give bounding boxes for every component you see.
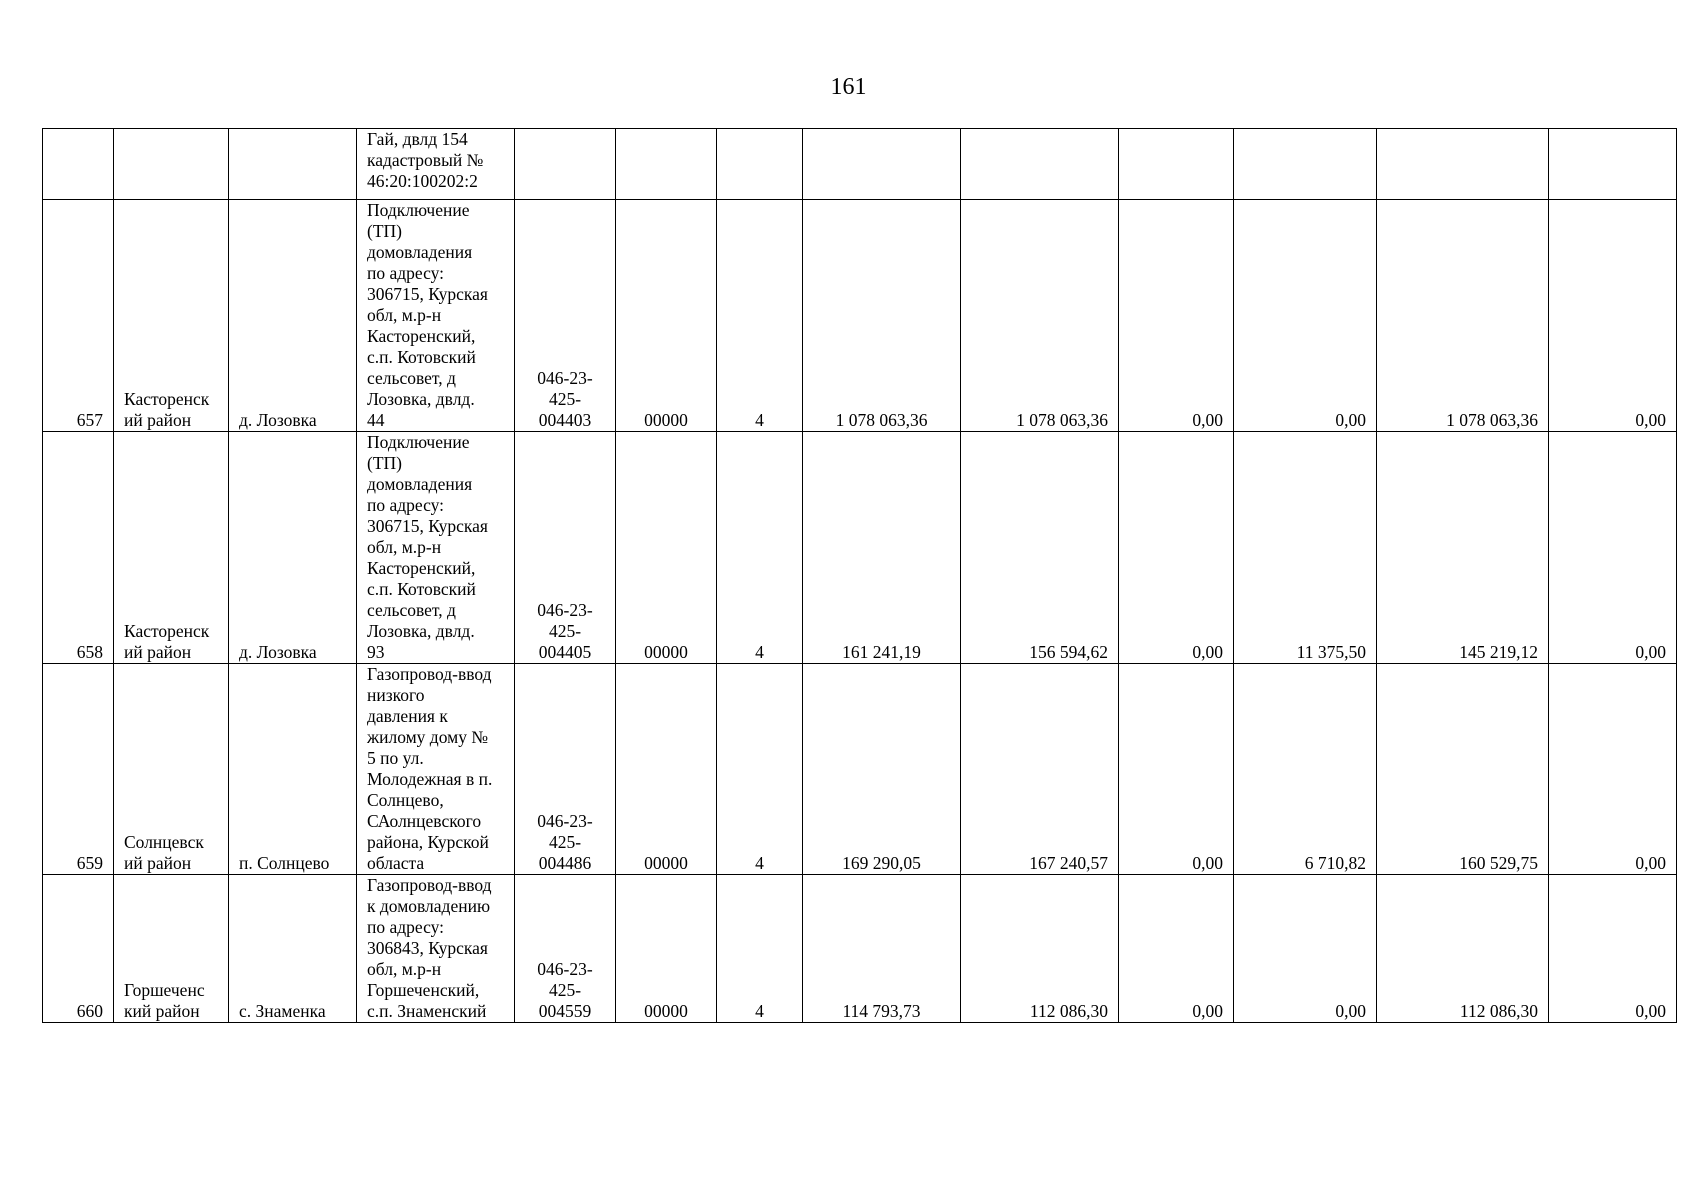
cell-type: 00000: [616, 432, 717, 664]
cell-settlement: с. Знаменка: [229, 875, 357, 1023]
cell-amount-4: 0,00: [1234, 875, 1377, 1023]
table-row: [43, 200, 1677, 432]
cell-amount-total: 114 793,73: [803, 875, 961, 1023]
page-number: 161: [830, 74, 867, 100]
cell-settlement: д. Лозовка: [229, 200, 357, 432]
cell-amount-2: [961, 129, 1119, 200]
district-text: Солнцевск ий район: [124, 832, 204, 873]
code-text: 046-23- 425- 004405: [537, 600, 593, 662]
district-text: Горшеченс кий район: [124, 980, 205, 1021]
cell-category: [717, 129, 803, 200]
registry-table: [42, 128, 1677, 1023]
cell-amount-3: 0,00: [1119, 664, 1234, 875]
cell-type: 00000: [616, 875, 717, 1023]
cell-district: [114, 129, 229, 200]
cell-amount-3: 0,00: [1119, 200, 1234, 432]
description-text: Гай, двлд 154 кадастровый № 46:20:100202:2: [367, 129, 484, 191]
cell-description: [357, 875, 515, 1023]
cell-description: [357, 200, 515, 432]
cell-num: 658: [43, 432, 114, 664]
cell-amount-2: 167 240,57: [961, 664, 1119, 875]
code-text: 046-23- 425- 004486: [537, 811, 593, 873]
cell-description: [357, 129, 515, 200]
cell-amount-2: 112 086,30: [961, 875, 1119, 1023]
cell-code: [515, 432, 616, 664]
cell-amount-4: 0,00: [1234, 200, 1377, 432]
cell-category: 4: [717, 875, 803, 1023]
cell-amount-6: 0,00: [1549, 664, 1677, 875]
cell-amount-6: 0,00: [1549, 875, 1677, 1023]
cell-num: [43, 129, 114, 200]
cell-amount-6: 0,00: [1549, 432, 1677, 664]
cell-category: 4: [717, 432, 803, 664]
cell-amount-6: [1549, 129, 1677, 200]
cell-code: [515, 200, 616, 432]
cell-amount-3: 0,00: [1119, 432, 1234, 664]
table-row: [43, 875, 1677, 1023]
cell-amount-5: 1 078 063,36: [1377, 200, 1549, 432]
cell-category: 4: [717, 664, 803, 875]
cell-amount-total: [803, 129, 961, 200]
table-row: [43, 664, 1677, 875]
cell-amount-total: 161 241,19: [803, 432, 961, 664]
cell-amount-3: 0,00: [1119, 875, 1234, 1023]
cell-amount-total: 169 290,05: [803, 664, 961, 875]
district-text: Касторенск ий район: [124, 389, 210, 430]
cell-description: [357, 664, 515, 875]
district-text: Касторенск ий район: [124, 621, 210, 662]
cell-type: 00000: [616, 664, 717, 875]
description-text: Подключение (ТП) домовладения по адресу: 306715, Курская обл, м.р-н Касторенский, с.п. Котовский сельсовет, д Лозовка, двлд. 93: [367, 432, 488, 662]
cell-description: [357, 432, 515, 664]
cell-district: [114, 432, 229, 664]
cell-type: 00000: [616, 200, 717, 432]
cell-amount-4: [1234, 129, 1377, 200]
cell-district: [114, 664, 229, 875]
cell-amount-5: 112 086,30: [1377, 875, 1549, 1023]
description-text: Газопровод-ввод к домовладению по адресу: 306843, Курская обл, м.р-н Горшеченский, с.п. Знаменский: [367, 875, 492, 1021]
cell-settlement: [229, 129, 357, 200]
cell-amount-2: 156 594,62: [961, 432, 1119, 664]
cell-amount-5: 145 219,12: [1377, 432, 1549, 664]
cell-code: [515, 129, 616, 200]
table-row: [43, 432, 1677, 664]
table-row-continuation: [43, 129, 1677, 200]
description-text: Газопровод-ввод низкого давления к жилому дому № 5 по ул. Молодежная в п. Солнцево, САолнцевского района, Курской областа: [367, 664, 493, 873]
cell-amount-4: 11 375,50: [1234, 432, 1377, 664]
description-text: Подключение (ТП) домовладения по адресу: 306715, Курская обл, м.р-н Касторенский, с.п. Котовский сельсовет, д Лозовка, двлд. 44: [367, 200, 488, 430]
cell-amount-4: 6 710,82: [1234, 664, 1377, 875]
cell-amount-2: 1 078 063,36: [961, 200, 1119, 432]
cell-district: [114, 875, 229, 1023]
cell-num: 659: [43, 664, 114, 875]
cell-amount-5: 160 529,75: [1377, 664, 1549, 875]
cell-amount-5: [1377, 129, 1549, 200]
cell-type: [616, 129, 717, 200]
cell-amount-6: 0,00: [1549, 200, 1677, 432]
cell-settlement: п. Солнцево: [229, 664, 357, 875]
code-text: 046-23- 425- 004403: [537, 368, 593, 430]
cell-district: [114, 200, 229, 432]
code-text: 046-23- 425- 004559: [537, 959, 593, 1021]
cell-num: 660: [43, 875, 114, 1023]
cell-category: 4: [717, 200, 803, 432]
cell-code: [515, 664, 616, 875]
cell-settlement: д. Лозовка: [229, 432, 357, 664]
cell-num: 657: [43, 200, 114, 432]
cell-amount-total: 1 078 063,36: [803, 200, 961, 432]
cell-code: [515, 875, 616, 1023]
cell-amount-3: [1119, 129, 1234, 200]
